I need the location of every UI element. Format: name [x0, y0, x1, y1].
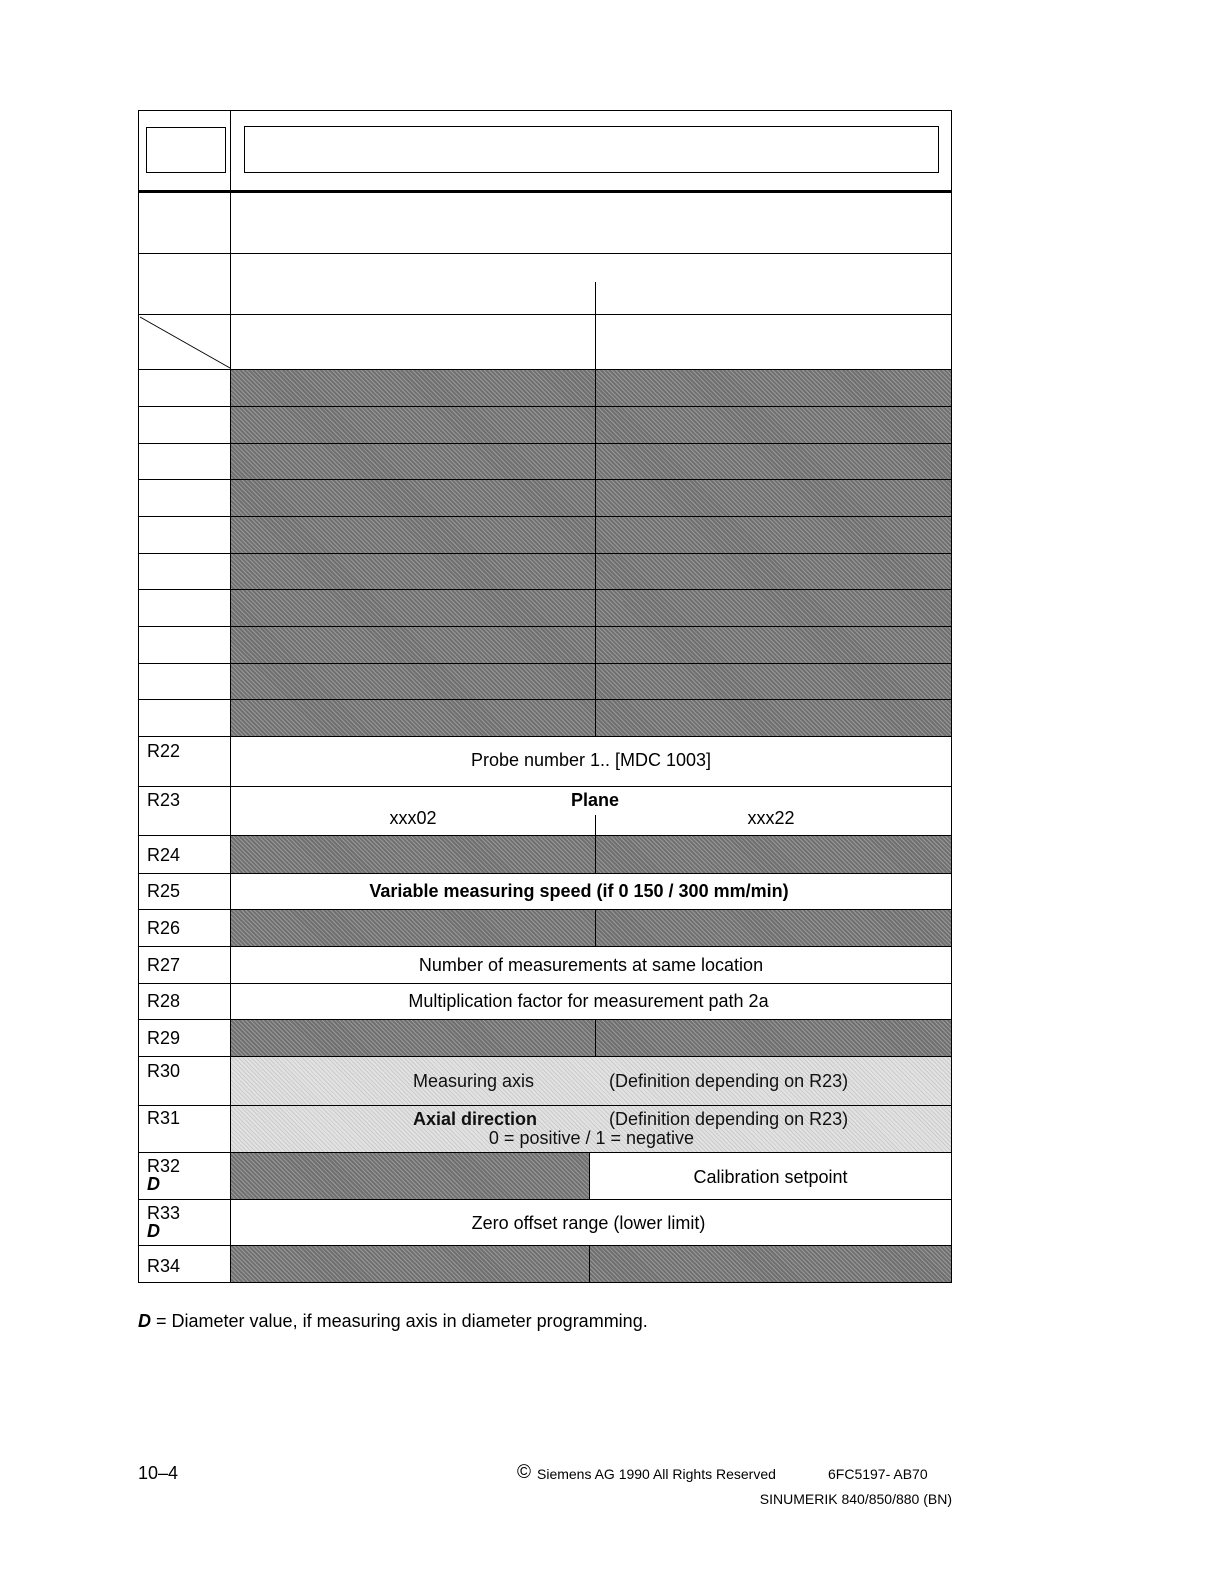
row-label-r34: R34 — [147, 1256, 181, 1276]
column-divider — [595, 910, 596, 947]
shaded-r32-left — [231, 1153, 590, 1200]
row-rule — [138, 1019, 952, 1020]
footnote-flag: D — [138, 1311, 151, 1331]
r27-description: Number of measurements at same location — [418, 955, 764, 975]
r28-description: Multiplication factor for measurement path 2a — [408, 991, 769, 1011]
row-rule — [138, 835, 952, 836]
row-label-r26: R26 — [147, 918, 181, 938]
row-rule — [138, 1152, 952, 1153]
header-number-box — [146, 127, 226, 173]
product-name: SINUMERIK 840/850/880 (BN) — [759, 1491, 952, 1507]
r30-definition-note: (Definition depending on R23) — [609, 1071, 849, 1091]
table-border-right — [951, 110, 952, 1283]
row-rule — [138, 406, 952, 407]
shaded-r26 — [231, 910, 952, 947]
diameter-flag-r33: D — [147, 1221, 160, 1241]
r23-plane-title: Plane — [570, 790, 620, 810]
header-title-box — [244, 126, 939, 173]
column-divider — [595, 282, 596, 737]
table-border-left — [138, 110, 139, 1283]
column-divider — [595, 1020, 596, 1057]
page-number: 10–4 — [138, 1463, 179, 1483]
shaded-r34 — [231, 1246, 952, 1282]
row-rule — [138, 314, 952, 315]
header-thick-rule — [138, 190, 952, 193]
footnote — [138, 1310, 648, 1332]
row-rule — [138, 479, 952, 480]
row-label-r25: R25 — [147, 881, 181, 901]
row-rule — [138, 1105, 952, 1106]
label-column-divider — [230, 110, 231, 1283]
row-rule — [138, 663, 952, 664]
row-label-r24: R24 — [147, 845, 181, 865]
r31-definition-note: (Definition depending on R23) — [609, 1109, 849, 1129]
row-label-r29: R29 — [147, 1028, 181, 1048]
row-rule — [138, 589, 952, 590]
order-number: 6FC5197- AB70 — [828, 1466, 928, 1482]
column-divider — [595, 815, 596, 836]
r30-measuring-axis: Measuring axis — [413, 1071, 535, 1091]
row-label-r33: R33 — [147, 1203, 181, 1223]
row-label-r27: R27 — [147, 955, 181, 975]
row-rule — [138, 1199, 952, 1200]
row-rule — [138, 1056, 952, 1057]
row-rule — [138, 699, 952, 700]
row-rule — [138, 786, 952, 787]
row-rule — [138, 1245, 952, 1246]
r33-zero-offset-range: Zero offset range (lower limit) — [471, 1213, 706, 1233]
table-border-bottom — [138, 1282, 952, 1283]
row-label-r28: R28 — [147, 991, 181, 1011]
row-label-r32: R32 — [147, 1156, 181, 1176]
row-rule — [138, 909, 952, 910]
row-label-r31: R31 — [147, 1108, 181, 1128]
copyright-symbol: © — [517, 1462, 531, 1483]
row-rule — [138, 553, 952, 554]
row-rule — [138, 946, 952, 947]
r25-description: Variable measuring speed (if 0 150 / 300 mm/min) — [369, 881, 789, 901]
table-border-top — [138, 110, 952, 111]
copyright-text: Siemens AG 1990 All Rights Reserved — [537, 1466, 776, 1482]
diagonal-corner-line — [138, 314, 231, 370]
row-label-r22: R22 — [147, 741, 181, 761]
r32-calibration-setpoint: Calibration setpoint — [693, 1167, 848, 1187]
r31-direction-values: 0 = positive / 1 = negative — [488, 1128, 695, 1148]
diameter-flag-r32: D — [147, 1174, 160, 1194]
row-rule — [138, 443, 952, 444]
row-rule — [138, 626, 952, 627]
row-rule — [138, 516, 952, 517]
r23-plane-right: xxx22 — [747, 808, 795, 828]
shaded-r24 — [231, 836, 952, 873]
row-rule — [138, 983, 952, 984]
column-divider — [589, 1246, 590, 1282]
r31-axial-direction: Axial direction — [413, 1109, 538, 1129]
row-rule — [138, 369, 952, 370]
r22-description: Probe number 1.. [MDC 1003] — [470, 750, 712, 770]
shaded-r29 — [231, 1020, 952, 1057]
r23-plane-left: xxx02 — [389, 808, 437, 828]
row-label-r30: R30 — [147, 1061, 181, 1081]
column-divider — [595, 836, 596, 873]
row-label-r23: R23 — [147, 790, 181, 810]
row-rule — [138, 873, 952, 874]
footnote-text: = Diameter value, if measuring axis in diameter programming. — [151, 1311, 648, 1331]
row-rule — [138, 736, 952, 737]
row-rule — [138, 253, 952, 254]
